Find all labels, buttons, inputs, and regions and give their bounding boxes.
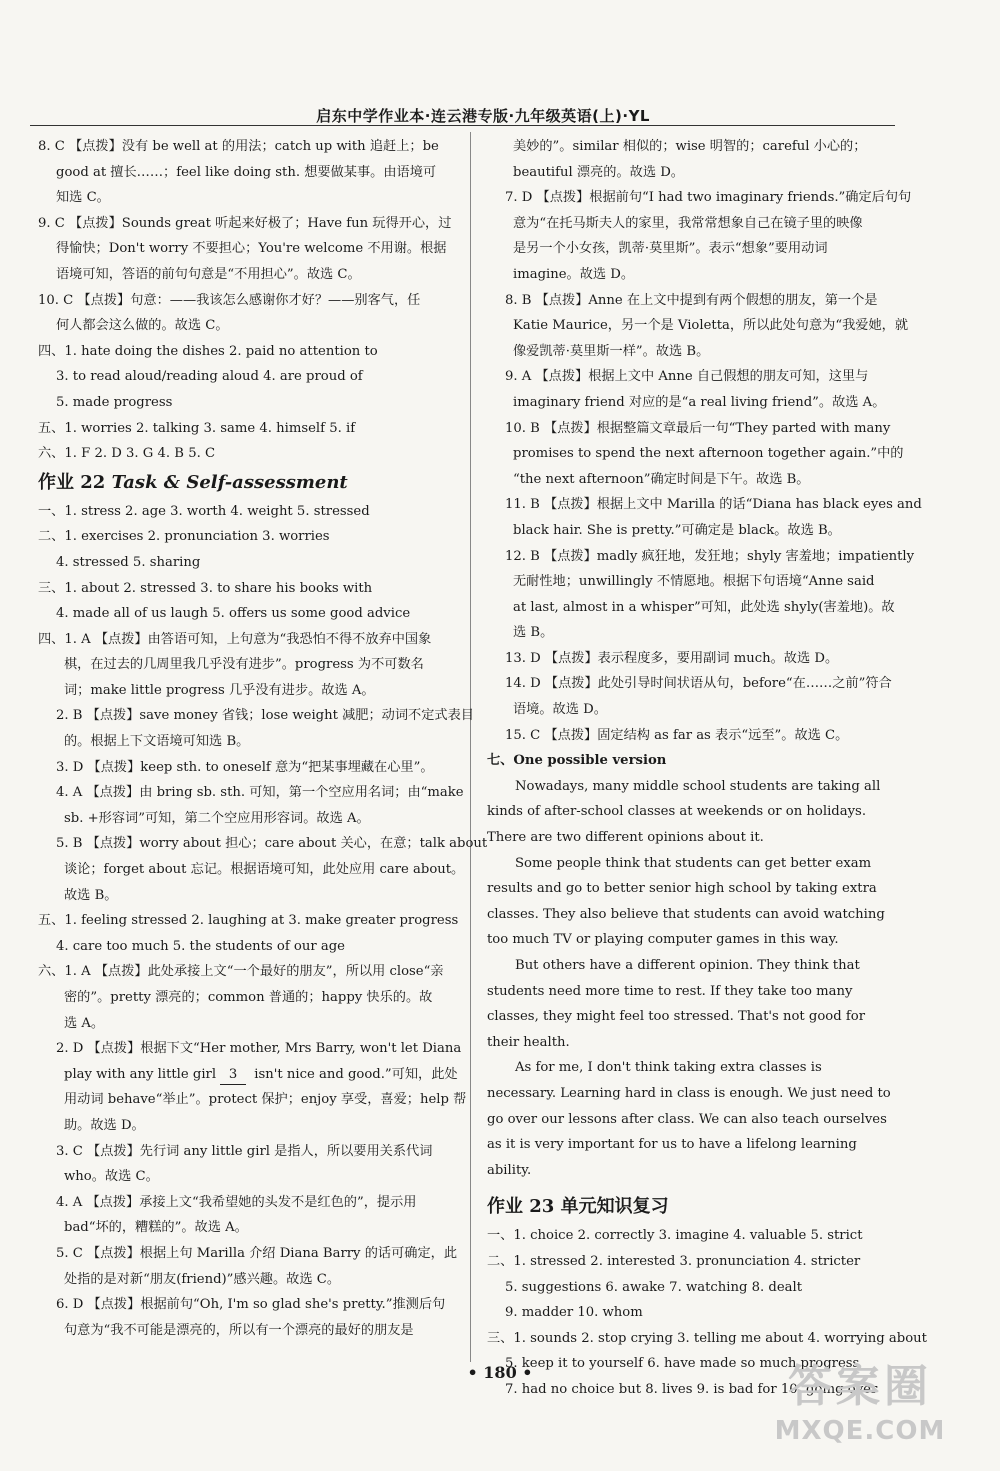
answer-line	[38, 1215, 458, 1241]
page-number: • 180 •	[467, 1363, 533, 1382]
answer-line	[487, 518, 892, 544]
answer-line	[38, 806, 458, 832]
line-text: 处指的是对新“朋友(friend)”感兴趣。故选 C。	[64, 1271, 341, 1287]
line-text: 14. D 【点拨】此处引导时间状语从句，before“在……之前”符合	[505, 676, 892, 692]
line-text: black hair. She is pretty.”可确定是 black。故选 B。	[513, 522, 841, 538]
blank-number: 3	[220, 1066, 246, 1085]
answer-line	[487, 185, 912, 211]
answer-line	[38, 1011, 458, 1037]
essay-paragraph: Nowadays, many middle school students are taking all kinds of after-school classes at weekends or on holidays. There are two different opinions about it.	[487, 778, 881, 846]
line-text: promises to spend the next afternoon together again.”中的	[513, 446, 904, 462]
line-text: 三、1. sounds 2. stop crying 3. telling me about 4. worrying about	[487, 1330, 927, 1346]
answer-line	[38, 678, 458, 704]
line-text: 4. care too much 5. the students of our age	[56, 938, 345, 954]
answer-line	[38, 134, 458, 160]
line-text: 三、1. about 2. stressed 3. to share his books with	[38, 580, 373, 596]
section-title-23: 作业 23 单元知识复习	[487, 1196, 669, 1218]
watermark-url: MXQE.COM	[774, 1416, 946, 1446]
line-text: 得愉快；Don't worry 不要担心；You're welcome 不用谢。根据	[56, 241, 447, 257]
answer-line	[38, 499, 458, 525]
line-text: 5. B 【点拨】worry about 担心；care about 关心，在意；talk about	[56, 836, 488, 852]
answer-line	[38, 857, 465, 883]
line-text: 4. made all of us laugh 5. offers us some good advice	[56, 606, 411, 622]
line-text: 词；make little progress 几乎没有进步。故选 A。	[64, 682, 375, 698]
answer-line	[38, 601, 458, 627]
essay-paragraph: But others have a different opinion. They think that students need more time to rest. If they take too many classes, they might feel too stressed. That's not good for their health.	[487, 958, 865, 1050]
line-text: 2. D 【点拨】根据下文“Her mother, Mrs Barry, won't let Diana	[56, 1041, 462, 1057]
answer-line	[38, 883, 458, 909]
line-text: 的。根据上下文语境可知选 B。	[64, 734, 250, 750]
line-text: 9. C 【点拨】Sounds great 听起来好极了；Have fun 玩得开心，过	[38, 215, 452, 231]
answer-line	[38, 524, 458, 550]
line-text: 9. madder 10. whom	[505, 1305, 643, 1321]
answer-line	[487, 134, 892, 160]
column-divider	[470, 132, 471, 1362]
line-text: 5. suggestions 6. awake 7. watching 8. dealt	[505, 1279, 803, 1295]
answer-line	[38, 729, 458, 755]
answer-line	[487, 160, 892, 186]
line-text: 4. A 【点拨】承接上文“我希望她的头发不是红色的”，提示用	[56, 1194, 417, 1210]
answer-line	[38, 1113, 458, 1139]
line-text: 9. A 【点拨】根据上文中 Anne 自己假想的朋友可知，这里与	[505, 369, 869, 385]
line-text: 助。故选 D。	[64, 1117, 145, 1133]
line-text: 棋，在过去的几周里我几乎没有进步”。progress 为不可数名	[64, 657, 424, 673]
line-text: bad“坏的，糟糕的”。故选 A。	[64, 1220, 248, 1236]
line-text: 像爱凯蒂·莫里斯一样”。故选 B。	[513, 343, 710, 359]
answer-line	[38, 1139, 458, 1165]
answer-line	[487, 313, 909, 339]
page-header	[0, 0, 1000, 128]
essay-paragraph: As for me, I don't think taking extra classes is necessary. Learning hard in class is enough. We just need to go over our lessons after class. We can also teach ourselves as it is very important for us to have a lifelong learning ability.	[487, 1060, 891, 1178]
model-essay	[487, 774, 892, 1184]
line-text: 5. C 【点拨】根据上句 Marilla 介绍 Diana Barry 的话可确定，此	[56, 1245, 458, 1261]
line-text: 美妙的”。similar 相似的；wise 明智的；careful 小心的；	[513, 139, 867, 154]
line-text: 密的”。pretty 漂亮的；common 普通的；happy 快乐的。故	[64, 990, 433, 1005]
line-text: 10. B 【点拨】根据整篇文章最后一句“They parted with many	[505, 420, 891, 436]
answer-line	[487, 748, 892, 774]
line-text: 句意为“我不可能是漂亮的，所以有一个漂亮的最好的朋友是	[64, 1322, 414, 1338]
answer-line	[38, 185, 458, 211]
line-text: imagine。故选 D。	[513, 266, 635, 282]
answer-line	[38, 1190, 458, 1216]
line-text: 8. B 【点拨】Anne 在上文中提到有两个假想的朋友，第一个是	[505, 292, 878, 308]
line-text: 四、1. hate doing the dishes 2. paid no attention to	[38, 343, 378, 359]
answer-line	[487, 339, 892, 365]
line-text: 10. C 【点拨】句意：——我该怎么感谢你才好？——别客气，任	[38, 292, 421, 308]
answer-line	[487, 288, 892, 314]
answer-line	[487, 1275, 892, 1301]
answer-line	[487, 1223, 892, 1249]
line-text: 选 A。	[64, 1015, 105, 1031]
answer-line	[38, 550, 458, 576]
line-text: 故选 B。	[64, 887, 118, 903]
answer-line	[38, 288, 458, 314]
answer-line	[487, 441, 904, 467]
answer-line	[38, 262, 458, 288]
line-text-tail: isn't nice and good.”可知，此处	[250, 1066, 458, 1082]
line-text: 五、1. worries 2. talking 3. same 4. himself 5. if	[38, 420, 356, 436]
line-text: 15. C 【点拨】固定结构 as far as 表示“远至”。故选 C。	[505, 727, 849, 743]
line-text: 12. B 【点拨】madly 疯狂地，发狂地；shyly 害羞地；impatiently	[505, 548, 915, 564]
answer-line	[38, 211, 458, 237]
line-text: 二、1. exercises 2. pronunciation 3. worries	[38, 529, 330, 545]
answer-line	[38, 1087, 467, 1113]
line-text: 一、1. choice 2. correctly 3. imagine 4. valuable 5. strict	[487, 1228, 863, 1244]
line-text: 六、1. F 2. D 3. G 4. B 5. C	[38, 446, 216, 462]
answer-line	[38, 831, 488, 857]
answer-line	[487, 390, 892, 416]
line-text: at last, almost in a whisper”可知，此处选 shyly(害羞地)。故	[513, 599, 895, 615]
answer-line	[38, 959, 458, 985]
answer-line	[487, 544, 915, 570]
line-text: 5. made progress	[56, 394, 173, 410]
answer-line	[487, 697, 892, 723]
header-rule	[30, 125, 895, 126]
line-text: 谈论；forget about 忘记。根据语境可知，此处应用 care about。	[64, 862, 465, 878]
running-title: 启东中学作业本·连云港专版·九年级英语(上)·YL	[316, 107, 650, 125]
answer-line	[38, 1164, 458, 1190]
line-text: 6. D 【点拨】根据前句“Oh, I'm so glad she's pretty.”推测后句	[56, 1297, 446, 1313]
answer-line	[38, 390, 458, 416]
answer-line	[487, 1326, 927, 1352]
line-text: 语境可知，答语的前句句意是“不用担心”。故选 C。	[56, 266, 361, 282]
answer-line	[38, 1318, 458, 1344]
line-text: 5. keep it to yourself 6. have made so much progress	[505, 1356, 860, 1372]
section-title-22	[38, 467, 458, 499]
answer-line	[38, 1267, 458, 1293]
line-text: 七、One possible version	[487, 753, 667, 769]
line-text: play with any little girl	[64, 1066, 217, 1082]
answer-line	[38, 1062, 458, 1088]
line-text: 7. had no choice but 8. lives 9. is bad for 10. going over	[505, 1381, 878, 1397]
answer-line	[38, 1241, 458, 1267]
answer-line	[38, 339, 458, 365]
line-text: 意为“在托马斯夫人的家里，我常常想象自己在镜子里的映像	[513, 215, 863, 231]
answer-line	[38, 627, 458, 653]
line-text: 2. B 【点拨】save money 省钱；lose weight 减肥；动词不定式表目	[56, 708, 474, 724]
answer-line	[487, 620, 892, 646]
line-text: 11. B 【点拨】根据上文中 Marilla 的话“Diana has black eyes and	[505, 497, 922, 513]
answer-line	[487, 492, 922, 518]
answer-line	[38, 576, 458, 602]
essay-paragraph: Some people think that students can get better exam results and go to better senior high school by taking extra classes. They also believe that students can avoid watching too much TV or playing computer games in this way.	[487, 855, 885, 948]
right-answers	[487, 134, 922, 774]
answer-line	[38, 652, 458, 678]
left-column	[38, 134, 488, 1338]
line-text: 何人都会这么做的。故选 C。	[56, 318, 229, 334]
answer-line	[38, 934, 458, 960]
answer-line	[38, 1292, 458, 1318]
answer-line	[38, 780, 464, 806]
section-subtitle: Task & Self-assessment	[111, 471, 348, 493]
line-text: 无耐性地；unwillingly 不情愿地。根据下句语境“Anne said	[513, 574, 875, 590]
line-text: 3. C 【点拨】先行词 any little girl 是指人，所以要用关系代词	[56, 1143, 433, 1159]
line-text: 语境。故选 D。	[513, 702, 607, 718]
line-text: 3. D 【点拨】keep sth. to oneself 意为“把某事埋藏在心里”。	[56, 759, 434, 775]
answer-line	[487, 416, 892, 442]
line-text: imaginary friend 对应的是“a real living friend”。故选 A。	[513, 394, 886, 410]
answer-line	[487, 1249, 892, 1275]
answer-line	[38, 908, 458, 934]
line-text: 选 B。	[513, 625, 554, 641]
answer-line	[38, 236, 458, 262]
line-text: 13. D 【点拨】表示程度多，要用副词 much。故选 D。	[505, 650, 839, 666]
line-text: who。故选 C。	[64, 1169, 159, 1185]
answer-line	[487, 236, 892, 262]
line-text: 用动词 behave“举止”。protect 保护；enjoy 享受，喜爱；help 帮	[64, 1092, 467, 1108]
line-text: “the next afternoon”确定时间是下午。故选 B。	[513, 471, 810, 487]
watermark-logo	[740, 1359, 980, 1459]
answer-line	[38, 1036, 462, 1062]
answer-line	[487, 671, 892, 697]
answer-line	[487, 595, 895, 621]
answer-line	[38, 441, 458, 467]
line-text: 8. C 【点拨】没有 be well at 的用法；catch up with 追赶上；be	[38, 139, 439, 154]
section-number: 作业 22	[38, 471, 112, 493]
answer-line	[38, 985, 458, 1011]
watermark-text: 答案圈	[788, 1361, 932, 1412]
answer-line	[38, 703, 474, 729]
line-text: good at 擅长……；feel like doing sth. 想要做某事。由语境可	[56, 164, 437, 180]
answer-line	[38, 364, 458, 390]
answer-line	[38, 313, 458, 339]
line-text: 一、1. stress 2. age 3. worth 4. weight 5. stressed	[38, 503, 370, 519]
answer-line	[487, 262, 892, 288]
answer-line	[487, 364, 892, 390]
line-text: 知选 C。	[56, 190, 110, 206]
answer-line	[487, 646, 892, 672]
answer-line	[487, 723, 892, 749]
line-text: sb. +形容词”可知，第二个空应用形容词。故选 A。	[64, 810, 370, 826]
line-text: 二、1. stressed 2. interested 3. pronunciation 4. stricter	[487, 1253, 861, 1269]
answer-line	[487, 211, 892, 237]
line-text: 六、1. A 【点拨】此处承接上文“一个最好的朋友”，所以用 close“亲	[38, 964, 444, 980]
line-text: 四、1. A 【点拨】由答语可知，上句意为“我恐怕不得不放弃中国象	[38, 631, 432, 647]
answer-line	[487, 467, 892, 493]
line-text: 4. stressed 5. sharing	[56, 554, 201, 570]
answer-line	[38, 755, 458, 781]
line-text: 7. D 【点拨】根据前句“I had two imaginary friends.”确定后句句	[505, 190, 912, 206]
line-text: Katie Maurice，另一个是 Violetta，所以此处句意为“我爱她，就	[513, 318, 909, 334]
answer-line	[38, 416, 458, 442]
line-text: beautiful 漂亮的。故选 D。	[513, 164, 684, 180]
line-text: 是另一个小女孩，凯蒂·莫里斯”。表示“想象”要用动词	[513, 241, 828, 257]
line-text: 4. A 【点拨】由 bring sb. sth. 可知，第一个空应用名词；由“make	[56, 785, 464, 801]
line-text: 3. to read aloud/reading aloud 4. are proud of	[56, 369, 363, 385]
answer-line	[487, 569, 892, 595]
answer-line	[487, 1300, 892, 1326]
answer-line	[38, 160, 458, 186]
line-text: 五、1. feeling stressed 2. laughing at 3. make greater progress	[38, 913, 459, 929]
